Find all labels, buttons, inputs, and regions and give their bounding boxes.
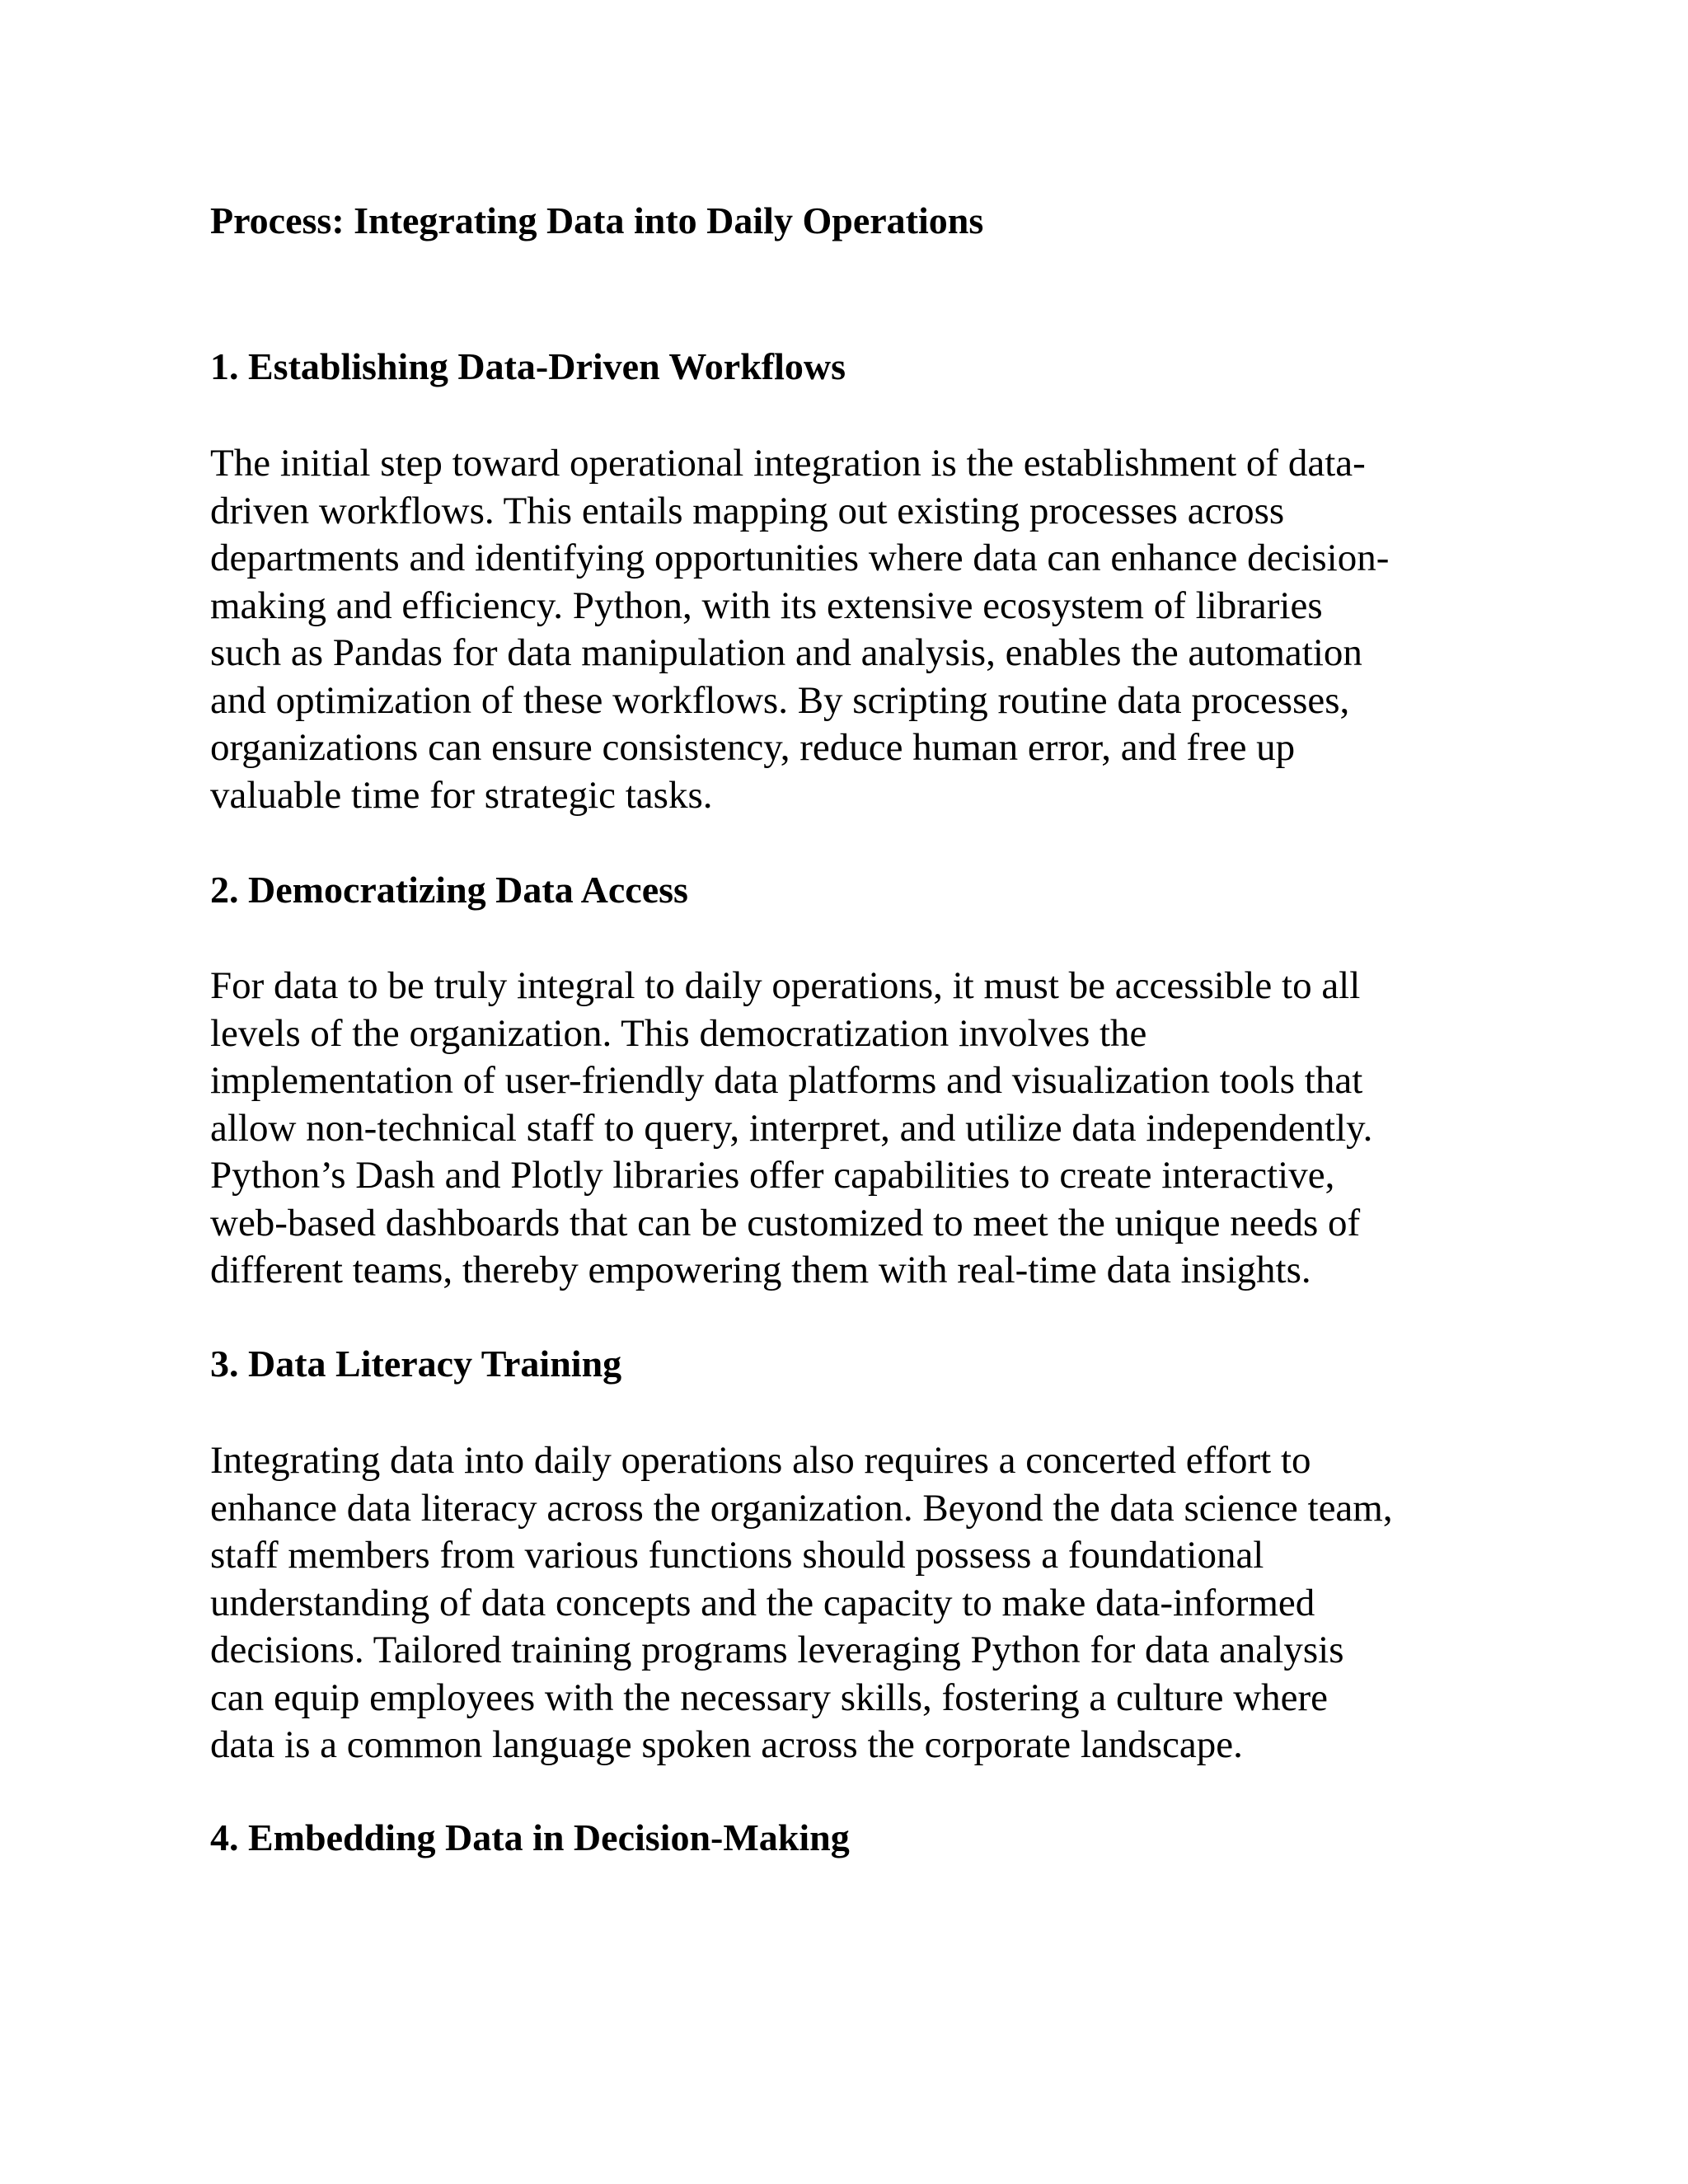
paragraph-line: allow non-technical staff to query, interpret, and utilize data independently.	[210, 1106, 1373, 1150]
paragraph-line: such as Pandas for data manipulation and analysis, enables the automation	[210, 631, 1362, 674]
section-heading-1: 1. Establishing Data-Driven Workflows	[210, 345, 846, 387]
paragraph-line: understanding of data concepts and the capacity to make data-informed	[210, 1581, 1315, 1624]
paragraph-line: valuable time for strategic tasks.	[210, 773, 713, 817]
section-paragraph-1	[210, 440, 1389, 819]
section-heading-4: 4. Embedding Data in Decision-Making	[210, 1816, 850, 1858]
paragraph-line: implementation of user-friendly data platforms and visualization tools that	[210, 1059, 1363, 1102]
paragraph-line: can equip employees with the necessary skills, fostering a culture where	[210, 1675, 1329, 1719]
paragraph-line: enhance data literacy across the organization. Beyond the data science team,	[210, 1486, 1393, 1530]
section-heading-2: 2. Democratizing Data Access	[210, 869, 688, 911]
paragraph-line: web-based dashboards that can be customized to meet the unique needs of	[210, 1201, 1361, 1244]
paragraph-line: The initial step toward operational integration is the establishment of data-	[210, 442, 1366, 485]
paragraph-line: For data to be truly integral to daily operations, it must be accessible to all	[210, 964, 1361, 1007]
section-heading-3: 3. Data Literacy Training	[210, 1343, 622, 1385]
section-paragraph-3	[210, 1437, 1393, 1769]
document-title: Process: Integrating Data into Daily Operations	[210, 199, 984, 241]
paragraph-line: organizations can ensure consistency, reduce human error, and free up	[210, 726, 1296, 769]
paragraph-line: departments and identifying opportunities where data can enhance decision-	[210, 537, 1390, 579]
paragraph-line: different teams, thereby empowering them with real-time data insights.	[210, 1249, 1311, 1291]
paragraph-line: levels of the organization. This democratization involves the	[210, 1011, 1147, 1055]
paragraph-line: and optimization of these workflows. By scripting routine data processes,	[210, 678, 1350, 722]
paragraph-line: decisions. Tailored training programs leveraging Python for data analysis	[210, 1629, 1344, 1671]
paragraph-line: staff members from various functions should possess a foundational	[210, 1534, 1264, 1577]
section-paragraph-2	[210, 963, 1372, 1295]
paragraph-line: Python’s Dash and Plotly libraries offer capabilities to create interactive,	[210, 1154, 1335, 1197]
paragraph-line: data is a common language spoken across the corporate landscape.	[210, 1723, 1243, 1766]
paragraph-line: making and efficiency. Python, with its extensive ecosystem of libraries	[210, 583, 1323, 627]
paragraph-line: driven workflows. This entails mapping out existing processes across	[210, 489, 1285, 532]
paragraph-line: Integrating data into daily operations also requires a concerted effort to	[210, 1439, 1311, 1482]
